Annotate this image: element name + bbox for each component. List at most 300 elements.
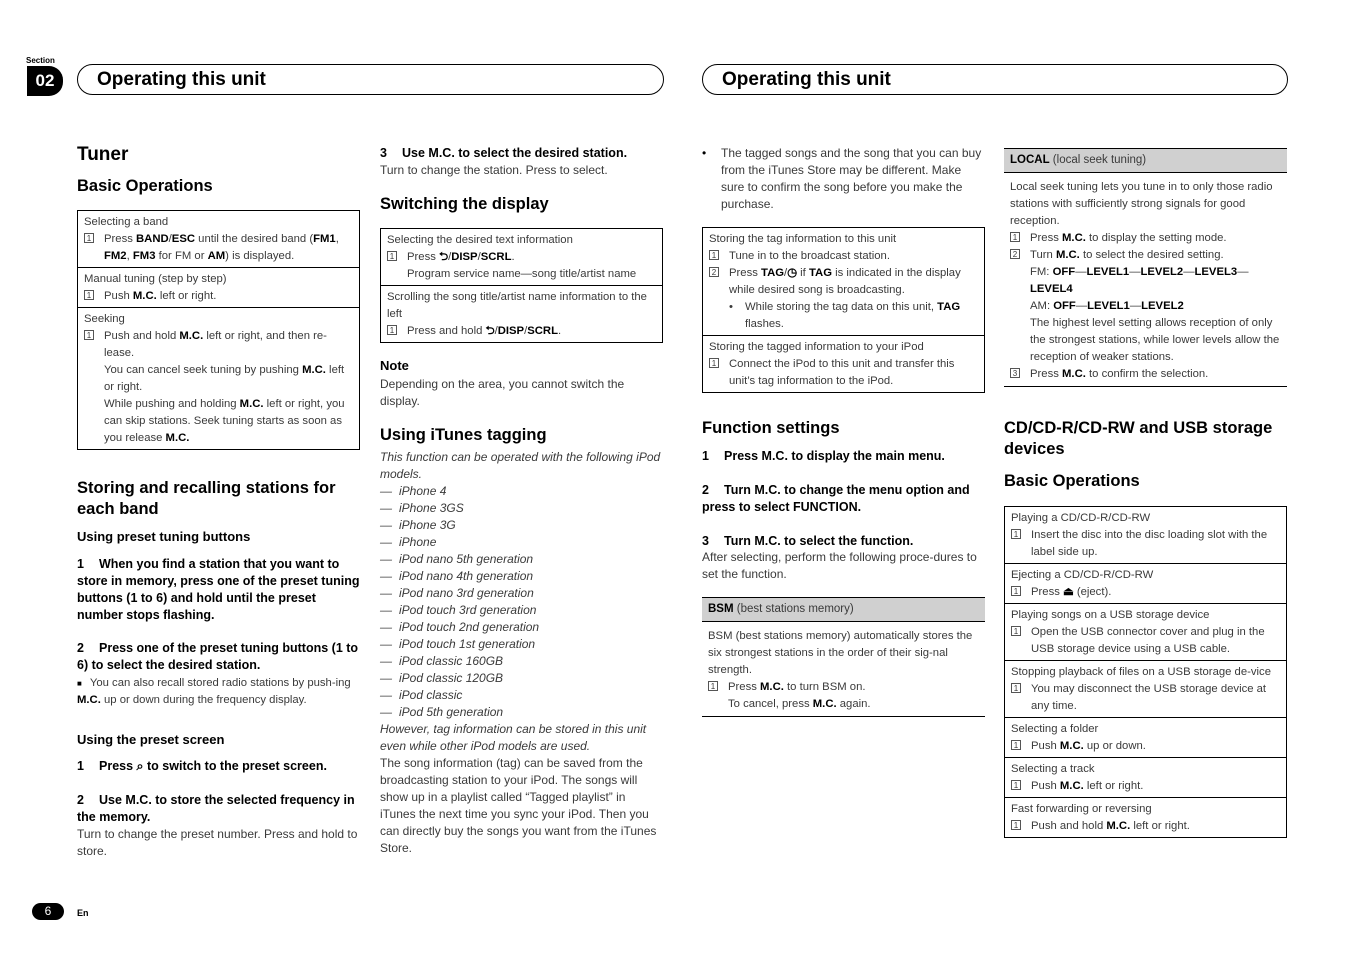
step-number-box <box>1011 778 1031 795</box>
table-row <box>1005 797 1286 837</box>
text-run: / <box>524 325 528 337</box>
step-text <box>729 248 890 265</box>
ipod-model-item <box>380 704 663 721</box>
step-item <box>709 248 978 265</box>
function-step-3 <box>702 533 985 550</box>
bold-term: M.C. <box>812 698 837 710</box>
bold-term: FM1 <box>313 233 336 245</box>
step-text <box>104 328 353 362</box>
text-run: Press <box>729 267 762 279</box>
text-run: Press <box>1030 368 1063 380</box>
heading-basic-operations: Basic Operations <box>77 177 213 195</box>
step-number-box <box>84 328 104 362</box>
heading-basic-operations-cd: Basic Operations <box>1004 472 1140 490</box>
dash-mark: — <box>380 620 392 634</box>
local-body: Local seek tuning lets you tune in to only those radio stations with sufficiently strong signals for good reception. <box>1010 181 1273 227</box>
dash-mark: — <box>380 705 392 719</box>
dash-mark: — <box>380 637 392 651</box>
text-run: for FM or <box>155 250 208 262</box>
text-run: / <box>168 233 172 245</box>
eject-icon: ⏏ <box>1063 586 1074 598</box>
step-text <box>729 265 978 299</box>
step-text <box>729 356 978 390</box>
bold-term: M.C. <box>1106 820 1131 832</box>
step-text <box>1031 584 1111 601</box>
bold-term: BAND <box>136 233 169 245</box>
step-number: 1 <box>77 759 84 773</box>
bold-term: SCRL <box>527 325 558 337</box>
step-number: 1 <box>387 251 397 261</box>
table-row <box>1005 507 1286 563</box>
text-run: Push <box>1031 740 1060 752</box>
text-run: ) is displayed. <box>225 250 295 262</box>
heading-preset-screen: Using the preset screen <box>77 732 225 747</box>
dash-mark: — <box>380 586 392 600</box>
row-title: Ejecting a CD/CD-R/CD-RW <box>1011 569 1154 581</box>
table-row <box>1005 757 1286 797</box>
bold-term: TAG <box>761 267 785 279</box>
tuner-step-3-body: Turn to change the station. Press to select. <box>380 163 608 177</box>
step-number: 1 <box>1010 232 1020 242</box>
text-run: if <box>797 267 809 279</box>
text-run: Open the USB connector cover and plug in the USB storage device using a USB cable. <box>1031 626 1265 655</box>
step-number-box <box>1011 624 1031 658</box>
step-number-box <box>709 265 729 299</box>
text-run: Press <box>728 681 761 693</box>
preset-screen-body: Turn to change the preset number. Press and hold to store. <box>77 827 358 858</box>
text-run: Press <box>104 233 137 245</box>
text-run: You can also recall stored radio stations by push-ing <box>89 677 351 689</box>
step-text: Turn M.C. to select the function. <box>724 534 914 548</box>
dash-mark: — <box>380 535 392 549</box>
heading-cd-usb: CD/CD-R/CD-RW and USB storage devices <box>1004 419 1273 458</box>
text-run: / <box>784 267 788 279</box>
table-row <box>1005 603 1286 660</box>
bold-term: M.C. <box>77 694 101 706</box>
ipod-model-item <box>380 670 663 687</box>
sub-note <box>387 266 656 283</box>
bold-term: M.C. <box>179 330 204 342</box>
step-item <box>709 356 978 390</box>
text-run: left or right. <box>156 290 217 302</box>
step-number: 1 <box>1011 780 1021 790</box>
preset-step-2 <box>77 640 360 674</box>
step-text <box>104 231 353 265</box>
section-label: Section <box>26 56 55 65</box>
step-text <box>1030 247 1224 264</box>
step-number: 1 <box>1011 740 1021 750</box>
sub-note <box>1010 315 1281 366</box>
bold-term: TAG <box>808 267 832 279</box>
itunes-intro: This function can be operated with the following iPod models. <box>380 450 661 481</box>
step-number: 1 <box>709 358 719 368</box>
table-row <box>703 335 984 392</box>
text-run: is indicated in the display while desired song is broadcasting. <box>729 267 961 296</box>
text-run: — <box>1129 300 1142 312</box>
step-item <box>1011 818 1280 835</box>
text-run: flashes. <box>745 318 784 330</box>
step-text <box>728 679 866 696</box>
return-icon: ⮌ <box>439 251 449 263</box>
function-step-1 <box>702 448 985 465</box>
step-text: Press M.C. to display the main menu. <box>724 449 945 463</box>
row-title: Manual tuning (step by step) <box>84 273 227 285</box>
dash-mark: — <box>380 552 392 566</box>
tuner-operations-table <box>77 210 360 450</box>
text-run: left or right, you can skip stations. Seek tuning starts as soon as you release <box>104 398 345 444</box>
step-number: 2 <box>1010 249 1020 259</box>
text-run: / <box>477 251 481 263</box>
text-run: . <box>557 325 562 337</box>
preset-screen-step-1 <box>77 758 360 775</box>
bullet-icon: • <box>702 146 707 160</box>
step-number: 1 <box>1011 820 1021 830</box>
bold-term: OFF <box>1053 300 1076 312</box>
row-title: Storing the tag information to this unit <box>709 233 897 245</box>
language-label: En <box>77 908 89 918</box>
step-item <box>1011 681 1280 715</box>
bold-term: LEVEL1 <box>1087 300 1130 312</box>
model-name: iPod nano 5th generation <box>399 552 534 566</box>
ipod-model-item <box>380 619 663 636</box>
heading-preset-buttons: Using preset tuning buttons <box>77 529 251 544</box>
table-row <box>1005 717 1286 757</box>
bold-term: DISP <box>497 325 525 337</box>
step-number: 3 <box>380 146 387 160</box>
table-row <box>1005 660 1286 717</box>
ipod-model-item <box>380 534 663 551</box>
text-run: , <box>126 250 133 262</box>
text-run: While storing the tag data on this unit, <box>745 301 938 313</box>
text-run: again. <box>836 698 871 710</box>
step-number-box <box>1011 527 1031 561</box>
ipod-model-item <box>380 483 663 500</box>
ipod-model-item <box>380 687 663 704</box>
text-run: / <box>448 251 452 263</box>
table-row <box>78 211 359 267</box>
step-item <box>84 288 353 305</box>
bsm-header <box>702 597 985 622</box>
bold-term: M.C. <box>1059 740 1084 752</box>
step-number-box <box>1011 738 1031 755</box>
model-name: iPhone 3GS <box>399 501 464 515</box>
model-name: iPod classic <box>399 688 463 702</box>
table-row <box>1005 563 1286 603</box>
ipod-model-item <box>380 568 663 585</box>
bold-term: SCRL <box>480 251 512 263</box>
step-number-box <box>1011 818 1031 835</box>
dash-mark: — <box>380 671 392 685</box>
step-number-box <box>1011 681 1031 715</box>
text-run: AM: <box>1030 300 1054 312</box>
text-run: / <box>494 325 498 337</box>
bold-term: ESC <box>171 233 196 245</box>
text-run: Press <box>1030 232 1063 244</box>
bold-term: LEVEL1 <box>1086 266 1130 278</box>
ipod-model-item <box>380 653 663 670</box>
step-item <box>387 249 656 266</box>
text-run: up or down during the frequency display. <box>100 694 307 706</box>
bold-term: M.C. <box>1055 249 1080 261</box>
bold-term: LEVEL2 <box>1140 266 1184 278</box>
bold-term: BSM <box>708 603 734 615</box>
text-run: (best stations memory) <box>733 603 854 615</box>
step-item <box>387 323 656 340</box>
text-run: to select the desired setting. <box>1079 249 1224 261</box>
text-run: to switch to the preset screen. <box>143 759 327 773</box>
step-item <box>1011 778 1280 795</box>
text-run: to confirm the selection. <box>1085 368 1209 380</box>
model-name: iPod touch 2nd generation <box>399 620 540 634</box>
text-run: Press <box>1031 586 1064 598</box>
text-run: Tune in to the broadcast station. <box>729 250 890 262</box>
preset-note <box>77 675 360 709</box>
clock-icon: ◷ <box>787 267 798 279</box>
model-name: iPod touch 3rd generation <box>399 603 537 617</box>
step-text: Turn M.C. to change the menu option and press to select FUNCTION. <box>702 483 970 514</box>
bold-term: TAG <box>937 301 961 313</box>
itunes-however: However, tag information can be stored in this unit even while other iPod models are used. <box>380 722 647 753</box>
text-run: Program service name—song title/artist name <box>407 268 637 280</box>
step-number-box <box>709 356 729 390</box>
bsm-cancel-note <box>708 696 979 713</box>
step-item <box>1011 738 1280 755</box>
step-number: 2 <box>77 641 84 655</box>
heading-function-settings: Function settings <box>702 419 840 437</box>
bold-term: DISP <box>451 251 478 263</box>
bullet-text: The tagged songs and the song that you can buy from the iTunes Store may be different. Make sure to confirm the song before you make the purchase. <box>721 146 982 211</box>
table-row <box>78 267 359 307</box>
text-run: to turn BSM on. <box>783 681 866 693</box>
bullet-icon: • <box>729 301 733 313</box>
model-name: iPod classic 160GB <box>399 654 504 668</box>
bsm-section <box>702 628 985 717</box>
step-number: 1 <box>77 557 84 571</box>
text-run: Connect the iPod to this unit and transfer this unit’s tag information to the iPod. <box>729 358 955 387</box>
bold-term: M.C. <box>302 364 326 376</box>
search-icon: ⌕ <box>136 759 144 773</box>
model-name: iPod 5th generation <box>399 705 504 719</box>
model-name: iPhone <box>399 535 437 549</box>
bold-term: M.C. <box>1059 780 1084 792</box>
dash-mark: — <box>380 688 392 702</box>
step-number-box <box>1010 230 1030 247</box>
text-run: until the desired band ( <box>195 233 314 245</box>
page-title-right: Operating this unit <box>702 64 1288 95</box>
step-item <box>709 265 978 299</box>
row-title: Seeking <box>84 313 125 325</box>
bold-term: FM2 <box>104 250 127 262</box>
step-item <box>1010 230 1281 247</box>
table-row <box>703 228 984 335</box>
sub-note <box>84 362 353 396</box>
heading-switching-display: Switching the display <box>380 195 549 213</box>
preset-screen-step-2 <box>77 792 360 826</box>
dash-mark: — <box>380 654 392 668</box>
sub-note <box>1010 264 1281 298</box>
step-item <box>1010 247 1281 264</box>
bold-term: FM3 <box>132 250 156 262</box>
bold-term: LEVEL3 <box>1194 266 1238 278</box>
step-item <box>1011 584 1280 601</box>
text-run: — <box>1075 266 1087 278</box>
switch-display-table <box>380 228 663 343</box>
bold-term: M.C. <box>1062 232 1086 244</box>
step-text <box>1031 778 1143 795</box>
text-run: , <box>335 233 339 245</box>
bold-term: M.C. <box>239 398 264 410</box>
step-text <box>1031 738 1146 755</box>
text-run: Press and hold <box>407 325 486 337</box>
note-heading: Note <box>380 358 409 373</box>
step-number: 1 <box>1011 683 1021 693</box>
text-run: While pushing and holding <box>104 398 240 410</box>
step-number-box <box>709 248 729 265</box>
text-run: left or right. <box>1083 780 1144 792</box>
text-run: Turn <box>1030 249 1056 261</box>
ipod-model-list <box>380 483 663 721</box>
step-number-box <box>1010 247 1030 264</box>
sub-note <box>84 396 353 447</box>
model-name: iPod touch 1st generation <box>399 637 536 651</box>
step-item <box>1010 366 1281 383</box>
bold-term: AM <box>207 250 226 262</box>
bold-term: M.C. <box>1062 368 1086 380</box>
step-number-box <box>1010 366 1030 383</box>
text-run: The highest level setting allows reception of only the strongest stations, while lower levels allow the reception of weaker stations. <box>1030 317 1280 363</box>
step-item <box>84 328 353 362</box>
bold-term: OFF <box>1052 266 1076 278</box>
table-row <box>381 229 662 285</box>
text-run: (local seek tuning) <box>1049 154 1147 166</box>
step-number: 3 <box>1010 368 1020 378</box>
text-run: left or right. <box>1130 820 1190 832</box>
row-title: Stopping playback of files on a USB storage de-vice <box>1011 666 1271 678</box>
text-run: Press <box>407 251 440 263</box>
section-number-tab: 02 <box>27 66 63 96</box>
bold-term: M.C. <box>760 681 784 693</box>
step-text <box>407 323 561 340</box>
square-bullet-icon: ■ <box>77 679 82 688</box>
step-number: 2 <box>77 793 84 807</box>
table-row <box>78 307 359 449</box>
table-row <box>381 285 662 342</box>
row-title: Scrolling the song title/artist name information to the left <box>387 291 647 320</box>
step-text <box>1031 818 1190 835</box>
ipod-model-item <box>380 517 663 534</box>
step-number: 1 <box>708 681 718 691</box>
tuner-step-3 <box>380 145 663 162</box>
text-run: — <box>1183 266 1195 278</box>
heading-storing-stations: Storing and recalling stations for each band <box>77 479 336 518</box>
row-title: Playing songs on a USB storage device <box>1011 609 1210 621</box>
row-title: Playing a CD/CD-R/CD-RW <box>1011 512 1151 524</box>
text-run: FM: <box>1030 266 1053 278</box>
step-number: 1 <box>702 449 709 463</box>
step-item <box>1011 624 1280 658</box>
function-step-2 <box>702 482 985 516</box>
bold-term: M.C. <box>132 290 157 302</box>
step-number: 3 <box>702 534 709 548</box>
step-text <box>1031 527 1280 561</box>
text-run: left or right, and then re-lease. <box>104 330 327 359</box>
text-run: . <box>511 251 515 263</box>
text-run: — <box>1129 266 1141 278</box>
dash-mark: — <box>380 569 392 583</box>
step-number: 1 <box>84 330 94 340</box>
step-number: 1 <box>387 325 397 335</box>
step-number: 1 <box>1011 586 1021 596</box>
step-text: When you find a station that you want to store in memory, press one of the preset tuning buttons (1 to 6) and hold until the preset number stops flashing. <box>77 557 360 622</box>
model-name: iPhone 3G <box>399 518 456 532</box>
row-title: Selecting a folder <box>1011 723 1099 735</box>
dash-mark: — <box>380 501 392 515</box>
text-run: Push <box>1031 780 1060 792</box>
bullet-text <box>745 299 978 333</box>
local-header <box>1004 148 1287 173</box>
row-title: Selecting a band <box>84 216 169 228</box>
sub-note <box>1010 298 1281 315</box>
bsm-body: BSM (best stations memory) automatically stores the six strongest stations in the order of their sig-nal strength. <box>708 630 973 676</box>
itunes-body: The song information (tag) can be saved from the broadcasting station to your iPod. The songs will show up in a playlist called “Tagged playlist” in iTunes the next time you sync your iPod. Then you can directly buy the songs you want from the iTunes Store. <box>380 756 657 855</box>
itunes-tag-table <box>702 227 985 393</box>
step-number: 2 <box>709 267 719 277</box>
model-name: iPod classic 120GB <box>399 671 504 685</box>
step-text: Use M.C. to store the selected frequency in the memory. <box>77 793 355 824</box>
text-run: to display the setting mode. <box>1085 232 1227 244</box>
model-name: iPod nano 4th generation <box>399 569 534 583</box>
step-text <box>104 288 216 305</box>
step-text <box>1031 681 1280 715</box>
model-name: iPod nano 3rd generation <box>399 586 534 600</box>
bold-term: LOCAL <box>1010 154 1050 166</box>
step-text: Press one of the preset tuning buttons (1 to 6) to select the desired station. <box>77 641 359 672</box>
ipod-model-item <box>380 500 663 517</box>
local-section <box>1004 179 1287 387</box>
step-item <box>84 231 353 265</box>
step-number-box <box>84 231 104 265</box>
ipod-model-item <box>380 551 663 568</box>
step-number-box <box>387 323 407 340</box>
text-run: — <box>1237 266 1249 278</box>
dash-mark: — <box>380 603 392 617</box>
step-number: 2 <box>702 483 709 497</box>
step-number-box <box>84 288 104 305</box>
heading-itunes-tagging: Using iTunes tagging <box>380 426 547 444</box>
text-run: Push <box>104 290 133 302</box>
ipod-model-item <box>380 602 663 619</box>
cd-usb-operations-table <box>1004 506 1287 838</box>
text-run: To cancel, press <box>728 698 813 710</box>
text-run: You may disconnect the USB storage device at any time. <box>1031 683 1267 712</box>
step-number: 1 <box>709 250 719 260</box>
step-number-box <box>1011 584 1031 601</box>
step-number: 1 <box>84 233 94 243</box>
step-number-box <box>387 249 407 266</box>
return-icon: ⮌ <box>485 325 495 337</box>
preset-step-1 <box>77 556 360 624</box>
row-title: Selecting a track <box>1011 763 1095 775</box>
bold-term: LEVEL4 <box>1030 283 1073 295</box>
dash-mark: — <box>380 518 392 532</box>
bold-term: LEVEL2 <box>1141 300 1184 312</box>
function-step-3-body: After selecting, perform the following proce-dures to set the function. <box>702 550 977 581</box>
bold-term: M.C. <box>165 432 190 444</box>
text-run: Push and hold <box>104 330 180 342</box>
page-number: 6 <box>32 903 64 920</box>
dash-mark: — <box>380 484 392 498</box>
step-text <box>407 249 515 266</box>
